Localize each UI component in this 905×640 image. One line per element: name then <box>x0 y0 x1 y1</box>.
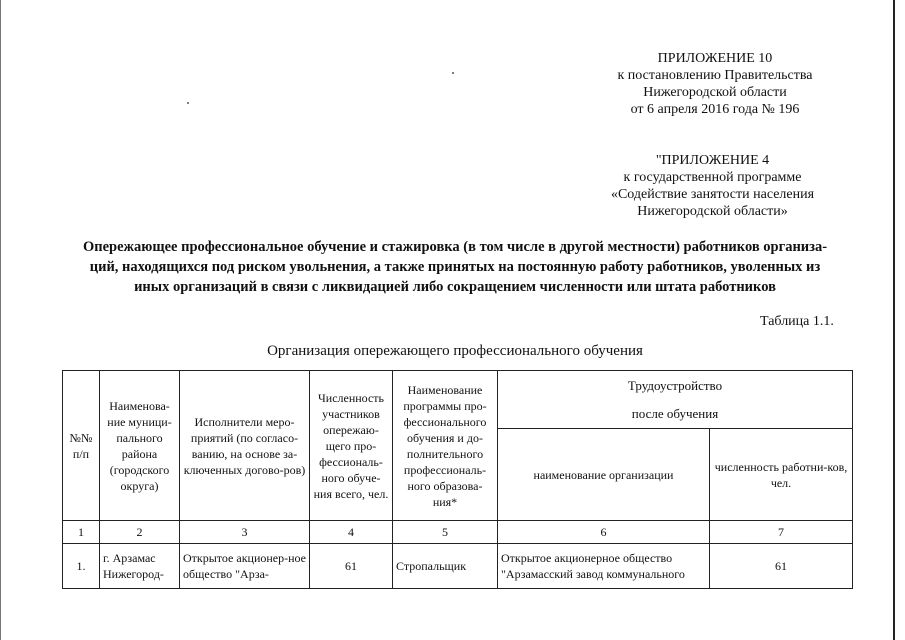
header-district: Наименова-ние муници-пального района (городского округа) <box>100 371 180 521</box>
appendix-4-line: «Содействие занятости населения <box>610 187 815 202</box>
scan-edge-right <box>893 0 895 640</box>
appendix-4-title: "ПРИЛОЖЕНИЕ 4 <box>655 153 770 168</box>
scan-speck <box>452 72 454 74</box>
row-program: Стропальщик <box>393 544 498 589</box>
row-executor: Открытое акционер-ное общество "Арза- <box>180 544 310 589</box>
appendix-4-header <box>580 152 845 220</box>
header-employed-count: численность работни-ков, чел. <box>710 429 853 521</box>
header-number: №№ п/п <box>63 371 100 521</box>
document-title <box>60 237 850 297</box>
header-organization: наименование организации <box>498 429 710 521</box>
appendix-10-title: ПРИЛОЖЕНИЕ 10 <box>657 51 773 66</box>
row-number: 1. <box>63 544 100 589</box>
appendix-10-line: Нижегородской области <box>643 85 787 100</box>
header-executors: Исполнители меро-приятий (по согласо-ванию, на основе за-ключенных догово-ров) <box>180 371 310 521</box>
title-line: ций, находящихся под риском увольнения, а также принятых на постоянную работу работников, уволенных из <box>89 259 821 275</box>
title-line: Опережающее профессиональное обучение и стажировка (в том числе в другой местности) работников организа- <box>82 239 828 255</box>
title-line: иных организаций в связи с ликвидацией либо сокращением численности или штата работников <box>134 279 776 295</box>
appendix-10-header <box>590 50 840 118</box>
appendix-4-line: к государственной программе <box>623 170 802 185</box>
column-number: 1 <box>63 521 100 544</box>
table-caption: Организация опережающего профессионального обучения <box>267 343 643 359</box>
column-number: 7 <box>710 521 853 544</box>
header-employment-line: Трудоустройство <box>627 377 723 393</box>
column-number: 4 <box>310 521 393 544</box>
column-number: 2 <box>100 521 180 544</box>
row-organization: Открытое акционерное общество "Арзамасский завод коммунального <box>498 544 710 589</box>
row-employed: 61 <box>710 544 853 589</box>
column-number: 6 <box>498 521 710 544</box>
training-table <box>62 370 853 589</box>
scan-speck <box>187 102 189 104</box>
header-employment-group <box>498 371 853 429</box>
header-program: Наименование программы про-фессионального обучения и до-полнительного профессиональ-ного образова-ния* <box>393 371 498 521</box>
table-row <box>63 544 853 589</box>
header-employment-line: после обучения <box>631 405 719 421</box>
column-number: 3 <box>180 521 310 544</box>
header-participants: Численность участников опережаю-щего про-фессиональ-ного обуче-ния всего, чел. <box>310 371 393 521</box>
table-header-row <box>63 371 853 429</box>
row-participants: 61 <box>310 544 393 589</box>
column-number: 5 <box>393 521 498 544</box>
table-number-label: Таблица 1.1. <box>760 314 834 329</box>
column-number-row <box>63 521 853 544</box>
appendix-10-line: к постановлению Правительства <box>617 68 813 83</box>
row-district: г. Арзамас Нижегород- <box>100 544 180 589</box>
appendix-10-date: от 6 апреля 2016 года № 196 <box>630 102 800 117</box>
appendix-4-line: Нижегородской области» <box>637 204 788 219</box>
scan-edge-left <box>0 0 1 640</box>
